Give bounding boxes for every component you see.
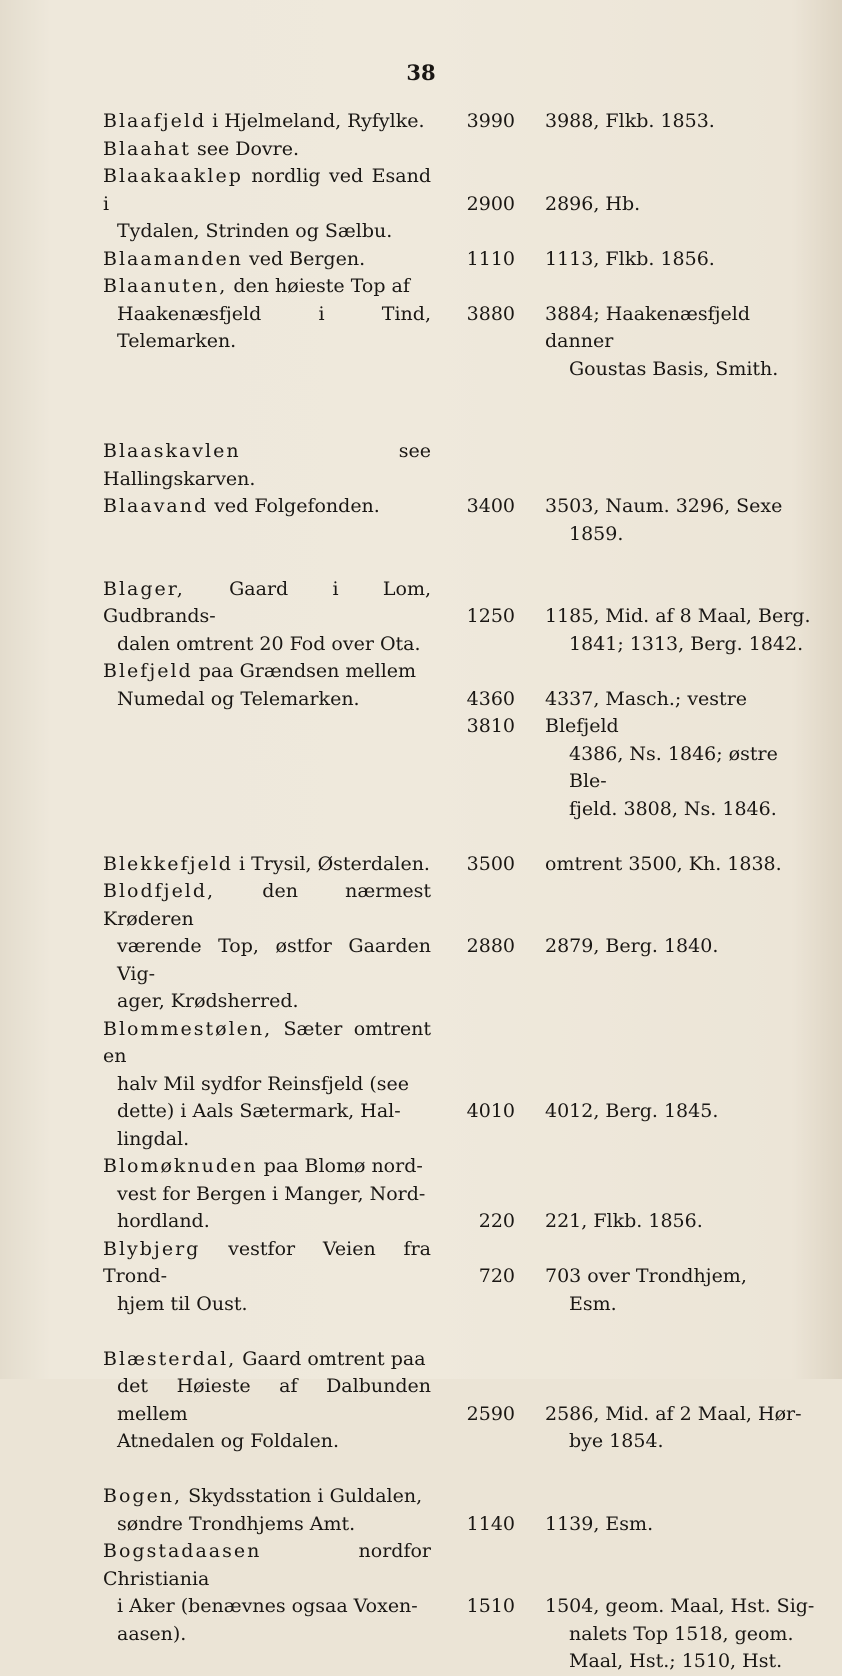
entry-name: [103, 1346, 431, 1456]
altitude-value: [431, 1153, 515, 1181]
altitude-value: [431, 1181, 515, 1209]
entry-description-line: vestfor Veien fra Trond-: [103, 1237, 431, 1287]
altitude-value: [431, 1346, 515, 1374]
source-note-line: 4386, Ns. 1846; østre Ble-: [569, 742, 778, 792]
entry-source-note: [545, 576, 815, 659]
entry-name: [103, 438, 431, 493]
gazetteer-entry: [103, 1236, 815, 1319]
entry-description-line: halv Mil sydfor Reinsfjeld (see: [117, 1072, 410, 1095]
source-note-line: [545, 1181, 815, 1209]
entry-headword: Blaamanden: [103, 247, 243, 270]
altitude-value: [431, 1043, 515, 1071]
altitude-value: [431, 1016, 515, 1044]
source-note-line: bye 1854.: [569, 1430, 664, 1452]
gazetteer-entry: [103, 878, 815, 1016]
entry-spacer: [103, 1318, 815, 1346]
entry-name: [103, 1016, 431, 1154]
gazetteer-entry: [103, 438, 815, 493]
gazetteer-entry: [103, 1016, 815, 1154]
page-number: 38: [406, 60, 436, 85]
entry-description-line: hjem til Oust.: [117, 1292, 248, 1315]
entry-name: [103, 246, 431, 274]
entry-altitude: [431, 163, 515, 246]
altitude-value: [431, 1483, 515, 1511]
altitude-value: 2880: [466, 935, 515, 957]
entry-source-note: [545, 493, 815, 548]
source-note-line: 1504, geom. Maal, Hst. Sig-: [545, 1595, 815, 1617]
entry-spacer: [103, 548, 815, 576]
entry-description-line: lingdal.: [117, 1127, 190, 1150]
entry-source-note: [545, 658, 815, 823]
altitude-value: 1250: [466, 605, 515, 627]
altitude-value: 1140: [466, 1512, 515, 1535]
entry-headword: Bogstadaasen: [103, 1540, 262, 1562]
altitude-value: [431, 273, 515, 301]
entry-description-line: paa Blomø nord-: [257, 1155, 423, 1177]
entry-altitude: [431, 493, 515, 548]
entry-name: [103, 1483, 431, 1538]
source-note-line: 1113, Flkb. 1856.: [545, 247, 715, 270]
entry-source-note: [545, 1236, 815, 1319]
source-note-line: 1139, Esm.: [545, 1512, 654, 1535]
entry-source-note: [545, 1538, 815, 1676]
entry-description-line: Skydsstation i Guldalen,: [182, 1485, 423, 1507]
source-note-line: [545, 906, 815, 934]
entry-description-line: søndre Trondhjems Amt.: [117, 1512, 356, 1535]
entry-altitude: [431, 1236, 515, 1319]
gazetteer-list: [103, 108, 815, 1676]
source-note-line: 4012, Berg. 1845.: [545, 1100, 719, 1122]
altitude-value: [431, 906, 515, 934]
entry-name: [103, 108, 431, 136]
entry-headword: Bogen,: [103, 1485, 183, 1507]
entry-description-line: Tydalen, Strinden og Sælbu.: [117, 220, 393, 242]
entry-source-note: [545, 438, 815, 493]
entry-name: [103, 1236, 431, 1319]
gazetteer-entry: [103, 1346, 815, 1456]
source-note-line: 1859.: [569, 522, 624, 545]
source-note-line: 1185, Mid. af 8 Maal, Berg.: [545, 605, 811, 627]
source-note-line: [545, 1373, 815, 1401]
source-note-line: 2586, Mid. af 2 Maal, Hør-: [545, 1402, 802, 1425]
entry-description-line: paa Grændsen mellem: [192, 660, 417, 682]
source-note-line: 3988, Flkb. 1853.: [545, 110, 715, 132]
entry-source-note: [545, 136, 815, 164]
entry-altitude: [431, 246, 515, 274]
source-note-line: [545, 1483, 815, 1511]
source-note-line: 4337, Masch.; vestre Blefjeld: [545, 687, 748, 737]
source-note-line: [545, 658, 815, 686]
entry-altitude: [431, 878, 515, 1016]
entry-spacer: [103, 383, 815, 411]
source-note-line: [545, 273, 815, 301]
entry-description-line: see Dovre.: [190, 137, 299, 160]
gazetteer-entry: [103, 1483, 815, 1538]
entry-altitude: [431, 438, 515, 493]
entry-description-line: Sæter omtrent en: [103, 1017, 431, 1067]
entry-source-note: [545, 1346, 815, 1456]
altitude-value: 2900: [466, 192, 515, 215]
gazetteer-entry: [103, 576, 815, 659]
altitude-value: 3810: [466, 715, 515, 737]
entry-altitude: [431, 851, 515, 879]
entry-name: [103, 273, 431, 383]
gazetteer-entry: [103, 273, 815, 383]
altitude-value: 3990: [466, 110, 515, 132]
gazetteer-entry: [103, 493, 815, 548]
entry-description-line: hordland.: [117, 1210, 210, 1232]
entry-headword: Blekkefjeld: [103, 852, 233, 875]
entry-headword: Blodfjeld,: [103, 880, 216, 902]
source-note-line: [545, 1346, 815, 1374]
altitude-value: 2590: [466, 1402, 515, 1425]
entry-description-line: Numedal og Telemarken.: [117, 687, 360, 710]
entry-description-line: Atnedalen og Foldalen.: [117, 1430, 339, 1452]
entry-description-line: i Hjelmeland, Ryfylke.: [206, 110, 425, 132]
entry-headword: Blæsterdal,: [103, 1347, 237, 1370]
entry-headword: Blybjerg: [103, 1237, 201, 1260]
entry-description-line: vest for Bergen i Manger, Nord-: [117, 1182, 426, 1205]
altitude-value: [431, 1566, 515, 1594]
source-note-line: 221, Flkb. 1856.: [545, 1210, 703, 1232]
entry-description-line: nordfor Christiania: [103, 1540, 431, 1590]
entry-name: [103, 163, 431, 246]
entry-name: [103, 878, 431, 1016]
entry-headword: Blommestølen,: [103, 1017, 273, 1040]
entry-name: [103, 658, 431, 823]
gazetteer-entry: [103, 136, 815, 164]
entry-description-line: ved Folgefonden.: [208, 495, 380, 517]
gazetteer-entry: [103, 851, 815, 879]
entry-name: [103, 1153, 431, 1236]
altitude-value: [431, 1538, 515, 1566]
entry-source-note: [545, 1483, 815, 1538]
gazetteer-entry: [103, 1538, 815, 1676]
entry-spacer: [103, 1456, 815, 1484]
entry-altitude: [431, 576, 515, 659]
entry-source-note: [545, 1016, 815, 1154]
entry-headword: Blaaskavlen: [103, 440, 241, 462]
altitude-value: 720: [478, 1265, 515, 1287]
entry-source-note: [545, 108, 815, 136]
entry-altitude: [431, 136, 515, 164]
entry-name: [103, 493, 431, 548]
gazetteer-entry: [103, 163, 815, 246]
altitude-value: [431, 576, 515, 604]
source-note-line: [545, 1566, 815, 1594]
entry-altitude: [431, 1483, 515, 1538]
source-note-line: 2896, Hb.: [545, 192, 641, 215]
entry-altitude: [431, 1016, 515, 1154]
entry-name: [103, 136, 431, 164]
entry-description-line: den nærmest Krøderen: [103, 880, 431, 930]
entry-description-line: den høieste Top af: [227, 275, 410, 297]
source-note-line: fjeld. 3808, Ns. 1846.: [569, 797, 777, 820]
entry-altitude: [431, 658, 515, 823]
entry-source-note: [545, 878, 815, 1016]
altitude-value: [431, 658, 515, 686]
entry-altitude: [431, 273, 515, 383]
entry-source-note: [545, 1153, 815, 1236]
altitude-value: 1510: [466, 1595, 515, 1617]
altitude-value: [431, 1071, 515, 1099]
altitude-value: [431, 1373, 515, 1401]
source-note-line: omtrent 3500, Kh. 1838.: [545, 852, 782, 875]
entry-headword: Blefjeld: [103, 660, 193, 682]
entry-description-line: i Trysil, Østerdalen.: [232, 852, 430, 875]
source-note-line: [545, 1016, 815, 1044]
entry-description-line: værende Top, østfor Gaarden Vig-: [117, 935, 431, 985]
entry-description-line: i Aker (benævnes ogsaa Voxen-: [117, 1595, 418, 1617]
altitude-value: [431, 163, 515, 191]
altitude-value: 3500: [466, 852, 515, 875]
source-note-line: [545, 576, 815, 604]
entry-description-line: ved Bergen.: [242, 247, 366, 270]
source-note-line: nalets Top 1518, geom.: [569, 1622, 794, 1645]
source-note-line: [545, 878, 815, 906]
source-note-line: [545, 1153, 815, 1181]
entry-description-line: Gaard i Lom, Gudbrands-: [103, 577, 431, 627]
altitude-value: 220: [478, 1210, 515, 1232]
entry-headword: Blaanuten,: [103, 275, 228, 297]
entry-headword: Blaavand: [103, 495, 209, 517]
source-note-line: 703 over Trondhjem,: [545, 1265, 747, 1287]
entry-name: [103, 1538, 431, 1676]
altitude-value: 4360: [466, 687, 515, 710]
entry-description-line: dette) i Aals Sætermark, Hal-: [117, 1100, 401, 1122]
source-note-line: 2879, Berg. 1840.: [545, 935, 719, 957]
entry-headword: Blaafjeld: [103, 110, 207, 132]
entry-spacer: [103, 823, 815, 851]
source-note-line: [545, 1043, 815, 1071]
source-note-line: Maal, Hst.; 1510, Hst.: [569, 1650, 783, 1672]
entry-source-note: [545, 273, 815, 383]
entry-description-line: det Høieste af Dalbunden mellem: [117, 1375, 431, 1425]
entry-description-line: ager, Krødsherred.: [117, 990, 299, 1012]
entry-headword: Blager,: [103, 577, 185, 600]
entry-headword: Blomøknuden: [103, 1155, 258, 1177]
gazetteer-entry: [103, 108, 815, 136]
altitude-value: 3880: [466, 302, 515, 325]
source-note-line: 1841; 1313, Berg. 1842.: [569, 632, 804, 655]
source-note-line: Esm.: [569, 1292, 617, 1315]
source-note-line: 3503, Naum. 3296, Sexe: [545, 495, 783, 517]
entry-description-line: nordlig ved Esand i: [103, 165, 431, 215]
entry-description-line: Gaard omtrent paa: [236, 1347, 426, 1370]
entry-spacer: [103, 411, 815, 439]
entry-source-note: [545, 851, 815, 879]
entry-name: [103, 851, 431, 879]
entry-headword: Blaahat: [103, 137, 191, 160]
entry-altitude: [431, 1153, 515, 1236]
altitude-value: 3400: [466, 495, 515, 517]
entry-altitude: [431, 1538, 515, 1676]
entry-source-note: [545, 163, 815, 246]
entry-description-line: see Hallingskarven.: [103, 440, 431, 490]
source-note-line: Goustas Basis, Smith.: [569, 357, 779, 380]
entry-altitude: [431, 108, 515, 136]
entry-altitude: [431, 1346, 515, 1456]
gazetteer-entry: [103, 1153, 815, 1236]
altitude-value: 1110: [466, 247, 515, 270]
entry-description-line: dalen omtrent 20 Fod over Ota.: [117, 632, 421, 655]
source-note-line: [545, 1538, 815, 1566]
entry-headword: Blaakaaklep: [103, 165, 243, 187]
source-note-line: [545, 163, 815, 191]
altitude-value: 4010: [466, 1100, 515, 1122]
source-note-line: [545, 1071, 815, 1099]
gazetteer-entry: [103, 246, 815, 274]
gazetteer-entry: [103, 658, 815, 823]
altitude-value: [431, 1236, 515, 1264]
entry-description-line: Haakenæsfjeld i Tind, Telemarken.: [117, 302, 431, 352]
altitude-value: [431, 878, 515, 906]
source-note-line: [545, 1236, 815, 1264]
entry-description-line: aasen).: [117, 1622, 187, 1645]
entry-source-note: [545, 246, 815, 274]
entry-name: [103, 576, 431, 659]
source-note-line: 3884; Haakenæsfjeld danner: [545, 302, 751, 352]
